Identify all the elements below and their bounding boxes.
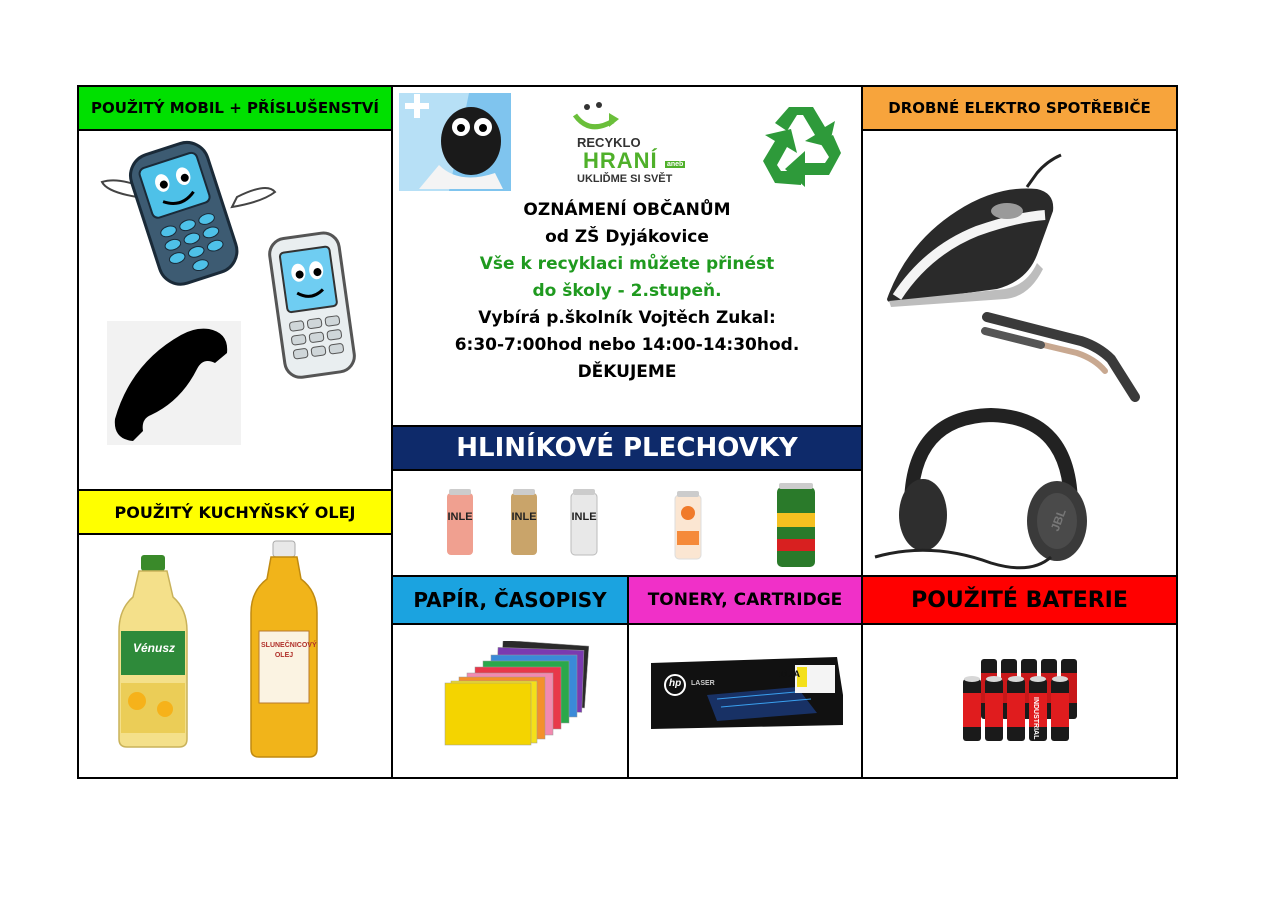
recycle-icon [753,103,849,189]
battery-label: INDUSTRIAL [1032,697,1039,740]
oil-section-title: POUŽITÝ KUCHYŇSKÝ OLEJ [114,502,356,522]
smiling-phone-icon [97,137,277,287]
paper-stack-icon [443,641,593,747]
toner-model: 117A [779,669,801,679]
toner-section-header [629,577,861,625]
owl-logo-icon [399,93,511,191]
oil-bottle2-label: SLUNEČNICOVÝ OLEJ [261,642,317,659]
can-label: INLE [511,511,537,523]
notice-line3: Vše k recyklaci můžete přinést [479,254,775,274]
recyklohrani-line3: UKLIĎME SI SVĚT [577,173,673,185]
notice-line2: od ZŠ Dyjákovice [545,227,709,247]
recyklohrani-arrow-icon [569,101,621,135]
can-icon [569,489,599,557]
smiling-phone-icon [265,227,361,382]
notice-line1: OZNÁMENÍ OBČANŮM [523,200,731,220]
iron-icon [877,151,1067,311]
paper-section-header [393,577,627,625]
batteries-section-header [863,577,1176,625]
paper-section [391,575,629,779]
can-label: INLE [571,511,597,523]
toner-section-title: TONERY, CARTRIDGE [647,590,843,610]
toner-cartridge-icon [647,655,845,731]
oil-section [77,489,393,779]
toner-section [627,575,863,779]
mobile-section-header [79,87,391,131]
electro-section-header [863,87,1176,131]
notice-line4: do školy - 2.stupeň. [532,281,722,301]
electro-section-title: DROBNÉ ELEKTRO SPOTŘEBIČE [888,99,1151,117]
headphones-icon [871,407,1151,577]
recyklohrani-line1: RECYKLO [577,135,641,150]
can-icon [509,489,539,557]
cans-section-title: HLINÍKOVÉ PLECHOVKY [456,433,798,463]
batteries-section [861,575,1178,779]
phone-handset-icon [111,323,235,443]
notice-line5: Vybírá p.školník Vojtěch Zukal: [478,308,776,328]
notice-section [391,85,863,427]
cans-section-header [393,427,861,471]
notice-line6: 6:30-7:00hod nebo 14:00-14:30hod. [454,335,800,355]
electro-section [861,85,1178,579]
oil-bottle1-label: Vénusz [132,641,175,655]
can-icon [673,491,703,561]
can-icon [445,489,475,557]
hair-straightener-icon [981,307,1141,407]
toner-laser: LASER [691,680,715,687]
mobile-section [77,85,393,491]
notice-line7: DĚKUJEME [577,362,677,382]
recyklohrani-line2: HRANÍ [583,148,658,173]
toner-brand: hp [669,678,682,689]
can-label: INLE [447,511,473,523]
paper-section-title: PAPÍR, ČASOPISY [413,588,607,612]
headphones-brand: JBL [1047,506,1069,534]
can-icon [775,483,817,569]
cans-section [391,425,863,577]
battery-icon [957,653,1087,745]
oil-section-header [79,491,391,535]
recycling-poster [77,85,1178,779]
recyklohrani-aneb: aneb [667,161,684,168]
mobile-section-title: POUŽITÝ MOBIL + PŘÍSLUŠENSTVÍ [91,99,379,117]
notice-text [393,197,861,386]
batteries-section-title: POUŽITÉ BATERIE [911,587,1128,613]
